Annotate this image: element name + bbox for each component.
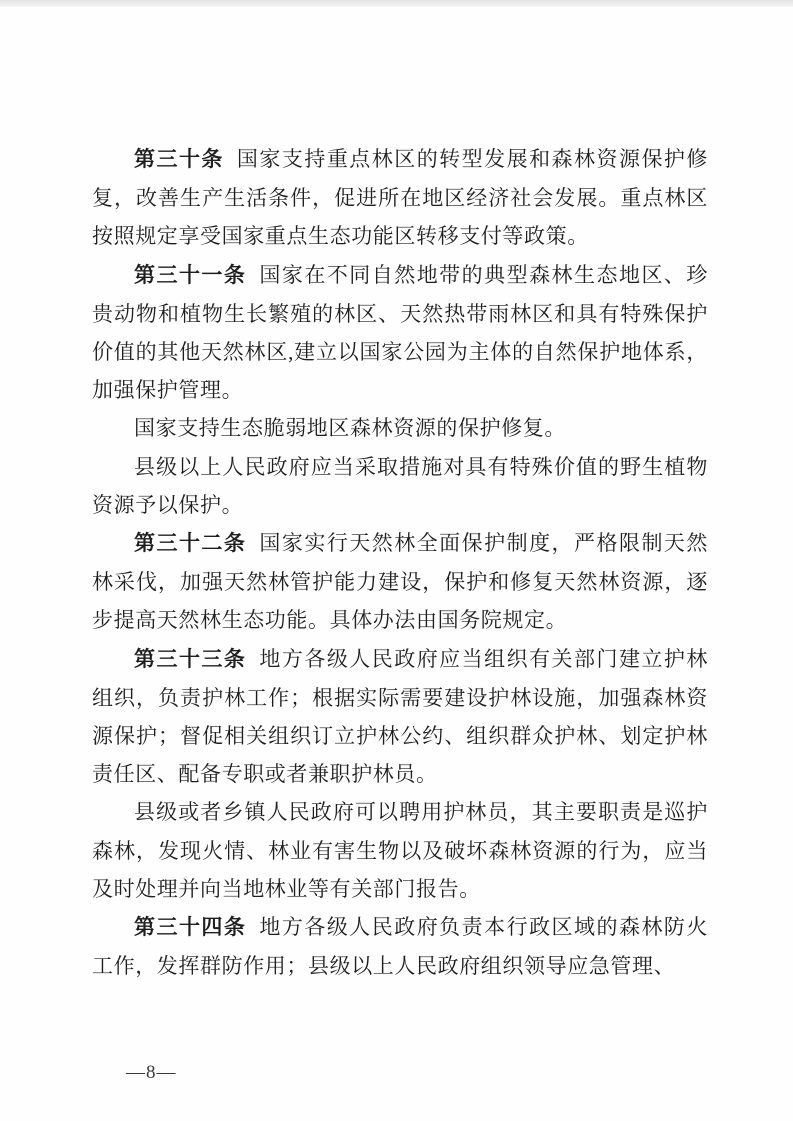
paragraph-article-31-clause-2: [92, 409, 708, 447]
article-number: 第三十二条: [134, 532, 247, 556]
paragraph-text: 地方各级人民政府负责本行政区域的森林防火工作，发挥群防作用；县级以上人民政府组织领导应急管理、: [92, 915, 709, 979]
article-number: 第三十四条: [134, 916, 247, 940]
paragraph-text: 国家实行天然林全面保护制度，严格限制天然林采伐，加强天然林管护能力建设，保护和修复天然林资源，逐步提高天然林生态功能。具体办法由国务院规定。: [92, 531, 709, 633]
paragraph-article-31: [92, 256, 708, 410]
paragraph-text: 国家支持生态脆弱地区森林资源的保护修复。: [134, 416, 566, 441]
article-number: 第三十一条: [134, 263, 247, 287]
page-number: —8—: [126, 1062, 177, 1083]
document-body: [92, 140, 708, 985]
article-number: 第三十三条: [134, 647, 247, 671]
scan-edge-artifact: [0, 0, 793, 7]
paragraph-text: 国家支持重点林区的转型发展和森林资源保护修复，改善生产生活条件，促进所在地区经济社会发展。重点林区按照规定享受国家重点生态功能区转移支付等政策。: [92, 147, 708, 249]
paragraph-article-32: [92, 524, 708, 640]
paragraph-article-33-clause-2: [92, 793, 708, 908]
article-number: 第三十条: [134, 148, 224, 171]
paragraph-text: 县级或者乡镇人民政府可以聘用护林员，其主要职责是巡护森林，发现火情、林业有害生物以及破坏森林资源的行为，应当及时处理并向当地林业等有关部门报告。: [92, 800, 708, 901]
paragraph-article-34: [92, 908, 708, 985]
paragraph-article-33: [92, 640, 708, 794]
paragraph-text: 县级以上人民政府应当采取措施对具有特殊价值的野生植物资源予以保护。: [92, 454, 708, 517]
paragraph-article-31-clause-3: [92, 448, 708, 524]
paragraph-article-30: [92, 140, 708, 256]
paragraph-text: 国家在不同自然地带的典型森林生态地区、珍贵动物和植物生长繁殖的林区、天然热带雨林区和具有特殊保护价值的其他天然林区,建立以国家公园为主体的自然保护地体系，加强保护管理。: [92, 262, 709, 403]
paragraph-text: 地方各级人民政府应当组织有关部门建立护林组织，负责护林工作；根据实际需要建设护林设施，加强森林资源保护；督促相关组织订立护林公约、组织群众护林、划定护林责任区、配备专职或者兼职护林员。: [92, 646, 709, 787]
